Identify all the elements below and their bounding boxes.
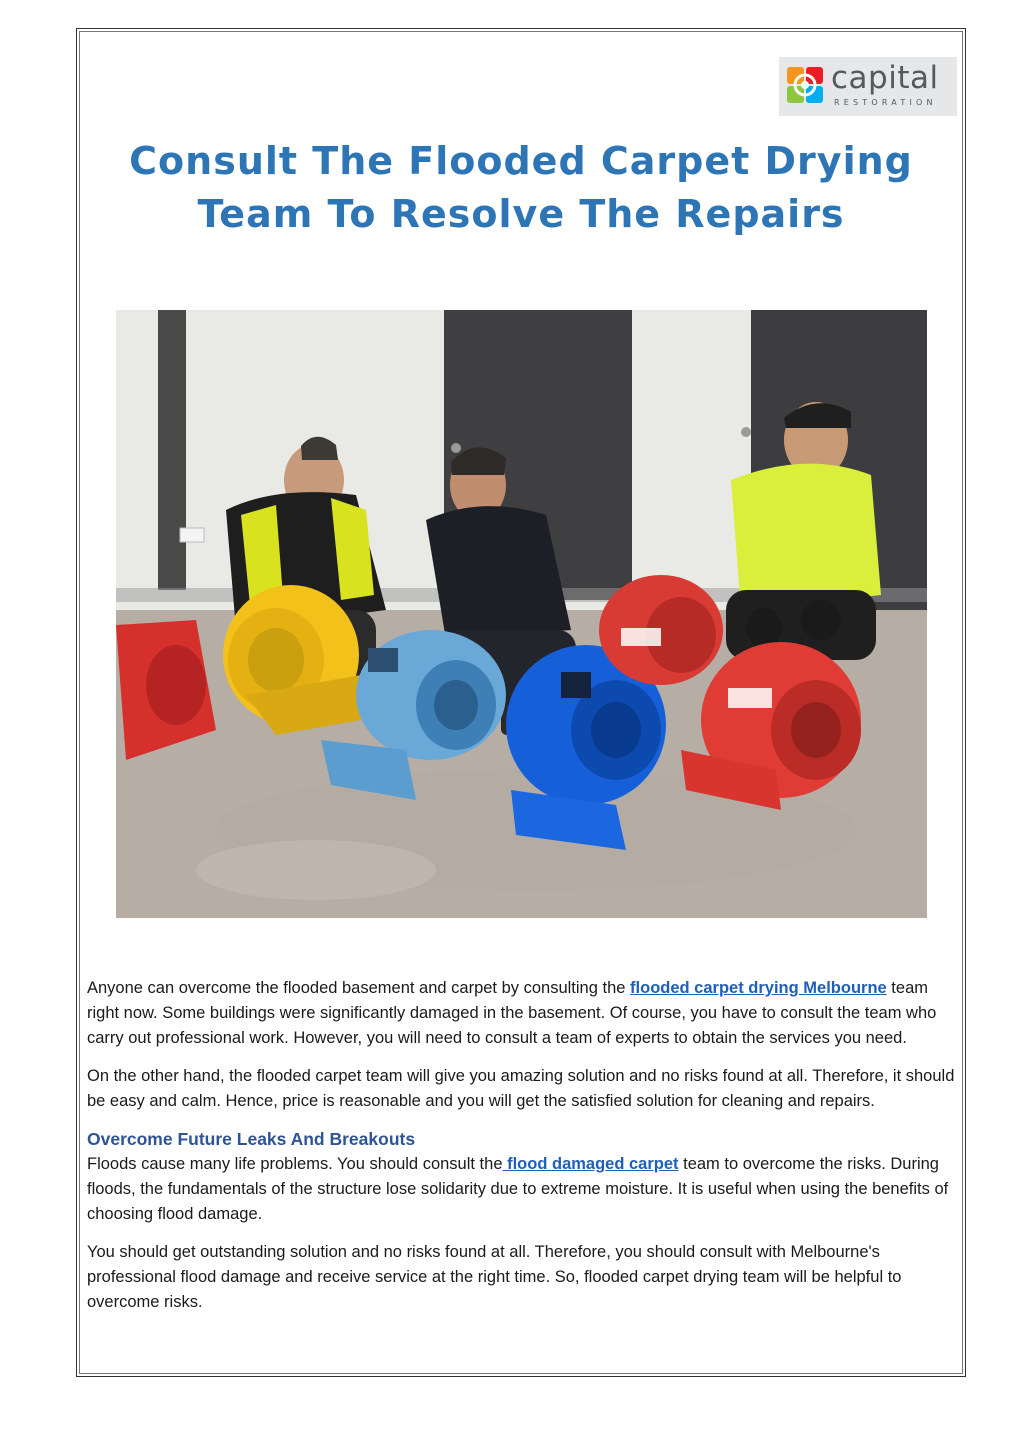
paragraph-3-text-a: Floods cause many life problems. You should consult the	[87, 1155, 503, 1173]
flooded-carpet-drying-melbourne-link[interactable]: flooded carpet drying Melbourne	[630, 979, 887, 997]
paragraph-3-text-b: team to overcome the risks. During floods, the fundamentals of the structure lose solidarity due to extreme moisture. It is useful when using the benefits of choosing flood damage.	[87, 1155, 949, 1223]
page-title-line-1: Consult The Flooded Carpet Drying	[129, 139, 913, 183]
paragraph-1-text-b: team right now. Some buildings were significantly damaged in the basement. Of course, you have to consult the team who carry out professional work. However, you will need to consult a team of experts to obtain the services you need.	[87, 979, 937, 1047]
logo-mark-icon	[785, 65, 825, 105]
paragraph-1-text-a: Anyone can overcome the flooded basement and carpet by consulting the	[87, 979, 631, 997]
article-body	[87, 976, 955, 1328]
logo-brand-text: capital	[831, 60, 939, 96]
workers-air-movers-photo	[116, 310, 927, 918]
page-title-line-2: Team To Resolve The Repairs	[197, 192, 845, 236]
flood-damaged-carpet-link[interactable]: flood damaged carpet	[502, 1155, 679, 1173]
page-title	[96, 135, 946, 241]
logo-subtitle-text: RESTORATION	[834, 98, 937, 107]
section-heading: Overcome Future Leaks And Breakouts	[87, 1129, 416, 1149]
capital-restoration-logo	[779, 57, 957, 116]
paragraph-2: On the other hand, the flooded carpet team will give you amazing solution and no risks found at all. Therefore, it should be easy and calm. Hence, price is reasonable and you will get the satisfied solution for cleaning and repairs.	[87, 1067, 955, 1110]
paragraph-4: You should get outstanding solution and no risks found at all. Therefore, you should consult with Melbourne's professional flood damage and receive service at the right time. So, flooded carpet drying team will be helpful to overcome risks.	[87, 1243, 902, 1311]
paragraph-3	[87, 1152, 955, 1227]
paragraph-1	[87, 976, 955, 1051]
